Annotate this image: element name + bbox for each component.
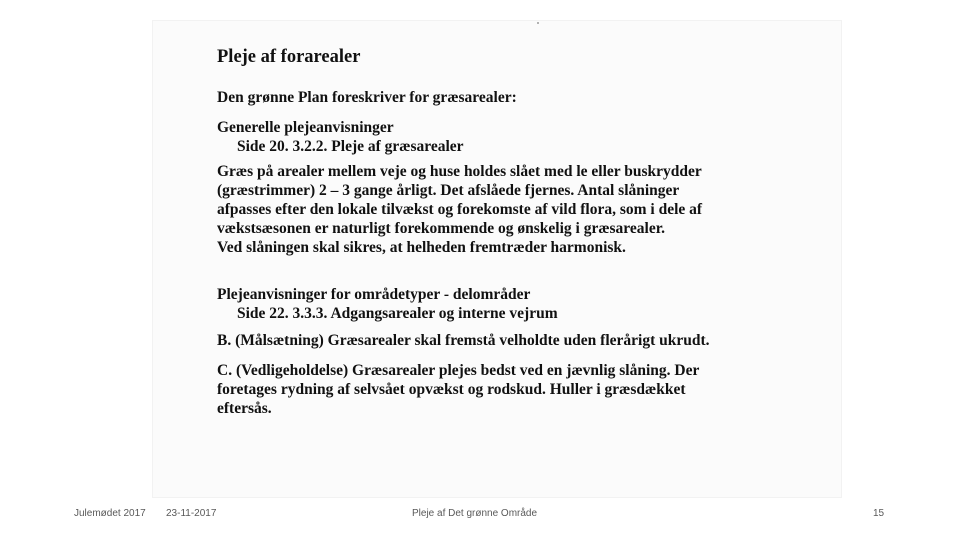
point-c-line: foretages rydning af selvsået opvækst og rodskud. Huller i græsdækket bbox=[217, 381, 686, 398]
point-c bbox=[217, 361, 777, 418]
footer-page-number: 15 bbox=[873, 508, 885, 519]
footer-title: Pleje af Det grønne Område bbox=[412, 508, 538, 519]
area-heading: Plejeanvisninger for områdetyper - delområder bbox=[217, 286, 531, 303]
paragraph-line: Græs på arealer mellem veje og huse holdes slået med le eller buskrydder bbox=[217, 163, 702, 180]
area-reference: Side 22. 3.3.3. Adgangsarealer og interne vejrum bbox=[237, 305, 558, 322]
footer-date: 23-11-2017 bbox=[166, 508, 217, 519]
footer-event: Julemødet 2017 bbox=[74, 508, 146, 519]
paragraph-line: afpasses efter den lokale tilvækst og forekomste af vild flora, som i dele af bbox=[217, 201, 703, 218]
general-heading: Generelle plejeanvisninger bbox=[217, 119, 394, 136]
paragraph-line: vækstsæsonen er naturligt forekommende og ønskelig i græsarealer. bbox=[217, 220, 666, 237]
document-title: Pleje af forarealer bbox=[217, 47, 361, 67]
point-b: B. (Målsætning) Græsarealer skal fremstå velholdte uden flerårigt ukrudt. bbox=[217, 332, 710, 349]
point-c-line: C. (Vedligeholdelse) Græsarealer plejes bedst ved en jævnlig slåning. Der bbox=[217, 362, 700, 379]
intro-heading: Den grønne Plan foreskriver for græsarealer: bbox=[217, 89, 517, 106]
point-c-line: eftersås. bbox=[217, 400, 272, 417]
paragraph-line: Ved slåningen skal sikres, at helheden fremtræder harmonisk. bbox=[217, 239, 626, 256]
scan-artifact-dot bbox=[537, 22, 539, 24]
general-reference: Side 20. 3.2.2. Pleje af græsarealer bbox=[237, 138, 464, 155]
paragraph-line: (græstrimmer) 2 – 3 gange årligt. Det afslåede fjernes. Antal slåninger bbox=[217, 182, 680, 199]
general-paragraph bbox=[217, 162, 777, 257]
